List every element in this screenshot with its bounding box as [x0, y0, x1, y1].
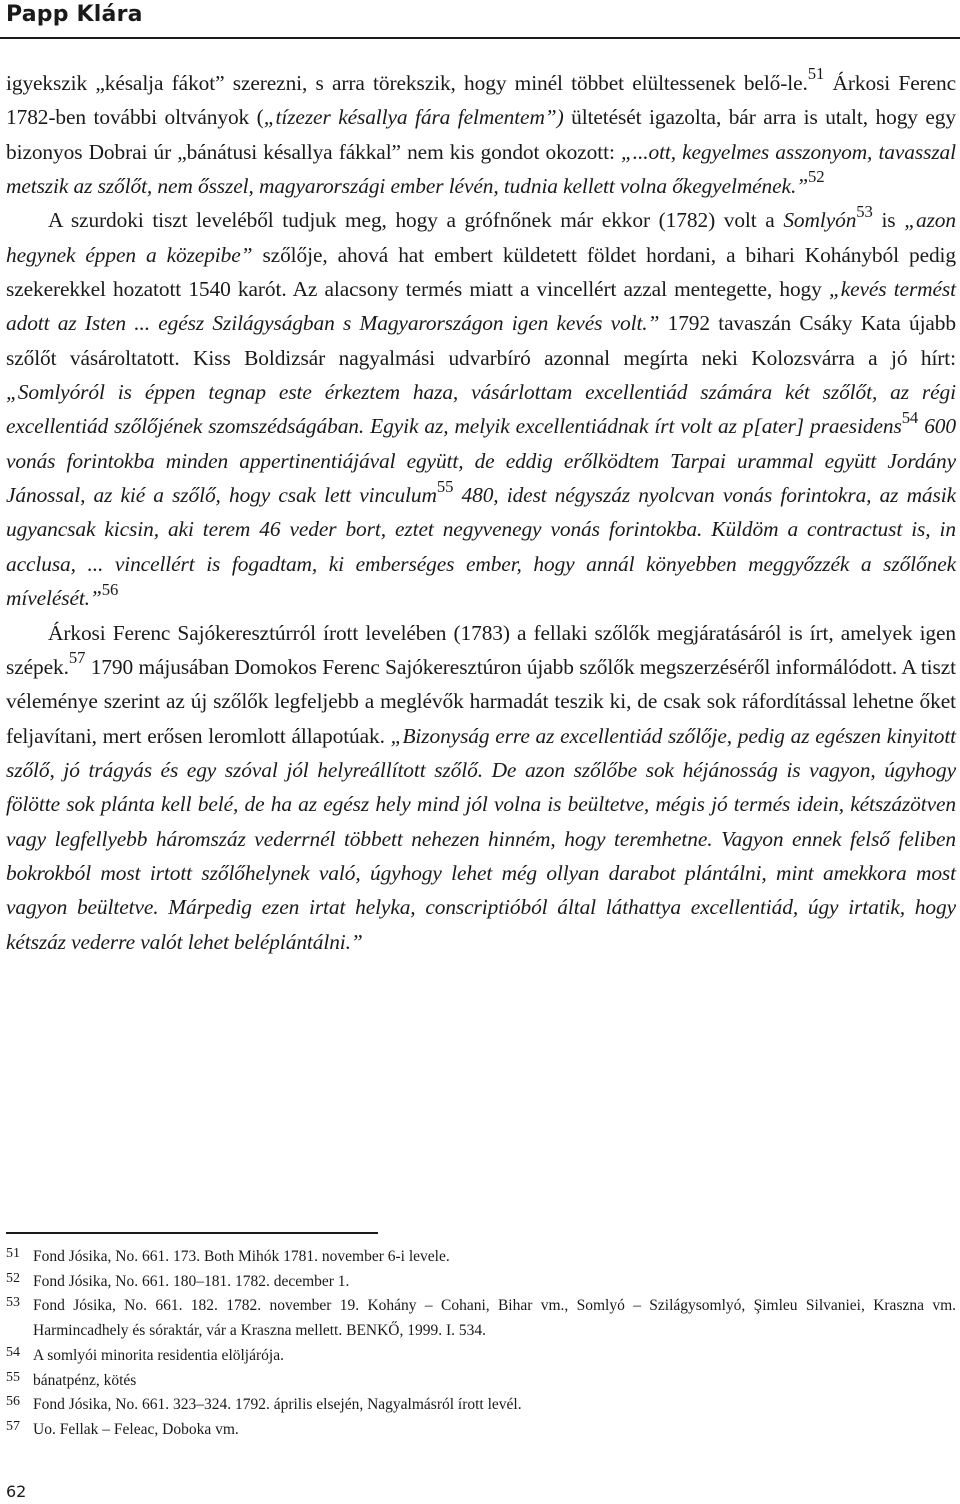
footnote-51: [6, 1245, 956, 1270]
text-run: igyekszik „késalja fákot” szerezni, s arra törekszik, hogy minél többet elültessenek belő-le.: [6, 71, 808, 95]
footnote-number: 54: [6, 1344, 20, 1360]
footnote-text: Fond Jósika, No. 661. 173. Both Mihók 1781. november 6-i levele.: [33, 1248, 450, 1265]
page-number: 62: [6, 1482, 27, 1501]
footnote-56: [6, 1393, 956, 1418]
footnote-ref-56[interactable]: 56: [101, 579, 119, 599]
quote-italic: „kevés termést adott az Isten ... egész Szilágyságban s Magyarországon igen kevés volt.”: [6, 277, 956, 336]
footnote-separator: [6, 1232, 378, 1234]
footnote-number: 56: [6, 1394, 20, 1410]
quote-italic: „tízezer késallya fára felmentem”): [263, 105, 564, 130]
footnote-text: Fond Jósika, No. 661. 323–324. 1792. április elsején, Nagyalmásról írott levél.: [33, 1396, 522, 1414]
footnote-52: [6, 1270, 956, 1295]
quote-italic: Somlyón: [783, 208, 857, 233]
quote-italic: „...ott, kegyelmes asszonyom, tavasszal metszik az szőlőt, nem ősszel, magyarországi ember lévén, tudnia kellett volna őkegyelmének.”: [6, 139, 956, 199]
footnote-number: 55: [6, 1369, 20, 1385]
text-run: 1792 tavaszán Csáky Kata újabb szőlőt vásároltatott. Kiss Boldizsár nagyalmási udvarbíró azonnal megírta neki Kolozsvárra a jó hírt:: [6, 311, 956, 370]
footnote-number: 57: [6, 1418, 20, 1434]
footnote-ref-51[interactable]: 51: [807, 64, 825, 84]
footnote-number: 53: [6, 1295, 20, 1311]
quote-italic: 480, idest négyszáz nyolcvan vonás forintokra, az másik ugyancsak kicsin, aki terem 46 veder bort, eztet negyvenegy vonás forintokba. Küldöm a contractust is, in acclusa, ... vincellért is fogadtam, ki emberséges ember, hogy annál könyebben meggyőzzék a szőlőnek mívelését.”: [6, 483, 956, 611]
footnote-text: bánatpénz, kötés: [33, 1371, 137, 1389]
footnote-ref-57[interactable]: 57: [68, 648, 86, 668]
footnotes: [6, 1245, 956, 1443]
quote-italic: „Somlyóról is éppen tegnap este érkeztem haza, vásárlottam excellentiád számára két szőlőt, az régi excellentiád szőlőjének szomszédságában. Egyik az, melyik excellentiádnak írt volt az p[ater] praesidens: [6, 380, 956, 439]
footnote-53: [6, 1294, 956, 1343]
text-run: A szurdoki tiszt leveléből tudjuk meg, hogy a grófnőnek már ekkor (1782) volt a: [48, 208, 784, 233]
footnote-55: [6, 1369, 956, 1394]
body-text: [6, 66, 956, 959]
footnote-number: 52: [6, 1270, 20, 1286]
footnote-ref-52[interactable]: 52: [808, 167, 825, 187]
footnote-54: [6, 1344, 956, 1369]
quote-italic: „Bizonyság erre az excellentiád szőlője, pedig az egészen kinyitott szőlő, jó trágyás és egy szóval jól helyreállított szőlő. De azon szőlőbe sok héjánosság is vagyon, úgyhogy fölötte sok plánta kell belé, de ha az egész hely mind jól volna is beültetve, mégis jó termés idein, kétszázötven vagy legfellyebb háromszáz vederrnél többett nehezen hinném, hogy teremhetne. Vagyon ennek felső feliben bokrokból most irtott szőlőhelynek való, úgyhogy lehet még ollyan darabot plántálni, mint amekkora most vagyon beültetve. Márpedig ezen irtat helyka, conscriptióból által láthattya excellentiád, úgy irtatik, hogy kétszáz vederre valót lehet beléplántálni.”: [6, 723, 956, 954]
footnote-57: [6, 1418, 956, 1443]
footnote-text: Fond Jósika, No. 661. 180–181. 1782. december 1.: [33, 1272, 350, 1290]
footnote-ref-53[interactable]: 53: [856, 201, 873, 221]
footnote-text: A somlyói minorita residentia elöljárója.: [33, 1346, 284, 1364]
text-run: Árkosi Ferenc Sajókeresztúrról írott levelében (1783) a fellaki szőlők megjáratásáról is írt, amelyek igen szépek.: [6, 620, 956, 679]
text-run: is: [872, 208, 905, 233]
header-title: Papp Klára: [6, 2, 143, 27]
text-run: Árkosi Ferenc 1782-ben további oltványok (: [6, 71, 956, 130]
text-run: ültetését igazolta, bár arra is utalt, hogy egy bizonyos Dobrai úr „bánátusi késallya fákkal” nem kis gondot okozott:: [6, 105, 956, 164]
footnote-ref-54[interactable]: 54: [901, 407, 919, 427]
footnote-text: Uo. Fellak – Feleac, Doboka vm.: [33, 1420, 239, 1438]
footnote-text: Fond Jósika, No. 661. 182. 1782. november 19. Kohány – Cohani, Bihar vm., Somlyó – Szilágysomlyó, Şimleu Silvaniei, Kraszna vm. Harmincadhely és sóraktár, vár a Kraszna mellett. BENKŐ, 1999. I. 534.: [33, 1297, 956, 1340]
footnote-ref-55[interactable]: 55: [436, 476, 454, 496]
header-rule: [0, 37, 960, 39]
quote-italic: „azon hegynek éppen a közepibe”: [6, 208, 956, 267]
text-run: szőlője, ahová hat embert küldetett földet hordani, a bihari Kohányból pedig szekerekkel hozatott 1540 karót. Az alacsony termés miatt a vincellért azzal mentegette, hogy: [6, 242, 957, 302]
footnote-number: 51: [6, 1246, 20, 1261]
text-run: 1790 májusában Domokos Ferenc Sajókeresztúron újabb szőlők megszerzéséről informálódott. A tiszt véleménye szerint az új szőlők legfeljebb a meglévők harmadát teszik ki, de csak sok ráfordítással lehetne őket feljavítani, mert erősen leromlott állapotúak.: [6, 654, 956, 748]
quote-italic: 600 vonás forintokba minden appertinentiájával együtt, de eddig erőlködtem Tarpai urammal együtt Jordány Jánossal, az kié a szőlő, hogy csak lett vinculum: [6, 414, 956, 508]
paragraph-1: [6, 66, 956, 203]
paragraph-3: [6, 616, 956, 959]
paragraph-2: [6, 203, 956, 615]
